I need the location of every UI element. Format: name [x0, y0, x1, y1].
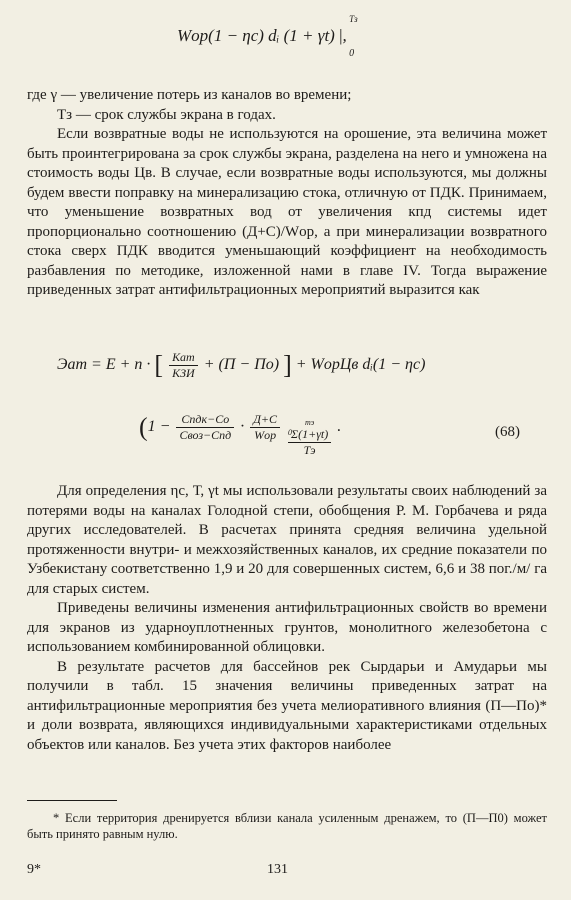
formula-68-middle: + (П − По): [203, 356, 280, 374]
paragraph-return-water: Если возвратные воды не используются на орошение, эта величина может быть проинтегрирована за срок службы экрана, разделена на него и умножена на стоимость воды Цв. В случае, если возвратные воды используются, мы должны будем ввести поправку на минерализацию стока, отличную от ПДК. Принимаем, что уменьшение возвратных вод от увеличения кпд системы идет пропорционально соотношению (Д+С)/Wор, а при минерализации возвратного стока сверх ПДК вводится уменьшающий коэффициент на необходимость разбавления по методике, изложенной нами в главе IV. Тогда выражение приведенных затрат антифильтрационных мероприятий выразится как: [27, 126, 547, 298]
page-number: 131: [267, 862, 288, 877]
fraction-d-plus-c: $\frac{Д+С}{\text{Wор}}$: [250, 412, 280, 443]
fraction-kat-kzi: $\frac{\text{Кат}}{\text{КЗИ}}$: [169, 350, 198, 381]
footnote: [27, 810, 547, 842]
text-block-bottom: [27, 482, 547, 755]
fraction-sum: тэ Σ(1+γt) Tэ 0: [288, 418, 331, 437]
evaluation-bar: |, Tз 0: [339, 14, 358, 59]
footnote-rule: [27, 800, 117, 801]
formula-68-tail: + WорЦв dᵢ(1 − ηс): [295, 356, 426, 374]
upper-limit: Tз: [349, 14, 358, 24]
footnote-text: * Если территория дренируется вблизи канала усиленным дренажем, то (П—П0) может быть принято равным нулю.: [27, 811, 547, 841]
fraction-concentration: $\frac{\text{Спдк−Со}}{\text{Своз−Спд}}$: [176, 412, 234, 443]
signature-mark: 9*: [27, 862, 41, 877]
paragraph-properties: Приведены величины изменения антифильтрационных свойств во времени для экранов из ударноуплотненных грунтов, монолитного железобетона с использованием комбинированной облицовки.: [27, 600, 547, 655]
integral-expression: Wор(1 − ηс) dᵢ (1 + γt): [177, 26, 335, 45]
lower-limit: 0: [349, 48, 355, 59]
formula-68-line2: (1 − $\frac{\text{Спдк−Со}}{\text{Своз−Спд}}$ · $\frac{Д+С}{\text{Wор}}$ тэ Σ(1+γt) Tэ 0 .: [139, 412, 342, 457]
integral-formula: [177, 14, 369, 59]
paragraph-results: В результате расчетов для бассейнов рек Сырдарьи и Амударьи мы получили в табл. 15 значения величины приведенных затрат на антифильтрационные мероприятия без учета мелиоративного влияния (П—По)* и доли возврата, являющихся индивидуальными характеристиками отдельных объектов или каналов. Без учета этих факторов наиболее: [27, 658, 547, 753]
formula-68-lhs: Эат = Е + n ·: [57, 356, 151, 374]
paragraph-determination: Для определения ηс, Т, γt мы использовали результаты своих наблюдений за потерями воды на каналах Голодной степи, обобщения Р. М. Горбачева и ряда других исследователей. В расчетах принята средняя величина удельной протяженности внутри- и межхозяйственных каналов, их средние показатели по Узбекистану соответственно 1,9 и 20 для совершенных систем, 6,6 и 38 пог./м/ га для старых систем.: [27, 483, 547, 597]
formula-68-line1: Эат = Е + n · [ $\frac{\text{Кат}}{\text{КЗИ}}$ + (П − По) ] + WорЦв dᵢ(1 − ηс): [57, 350, 426, 380]
book-page: [27, 0, 547, 900]
paragraph-gamma-definition: где γ — увеличение потерь из каналов во времени;: [27, 87, 352, 103]
text-block-top: [27, 86, 547, 301]
paragraph-tz-definition: Тз — срок службы экрана в годах.: [57, 106, 276, 123]
equation-number: (68): [495, 424, 520, 440]
